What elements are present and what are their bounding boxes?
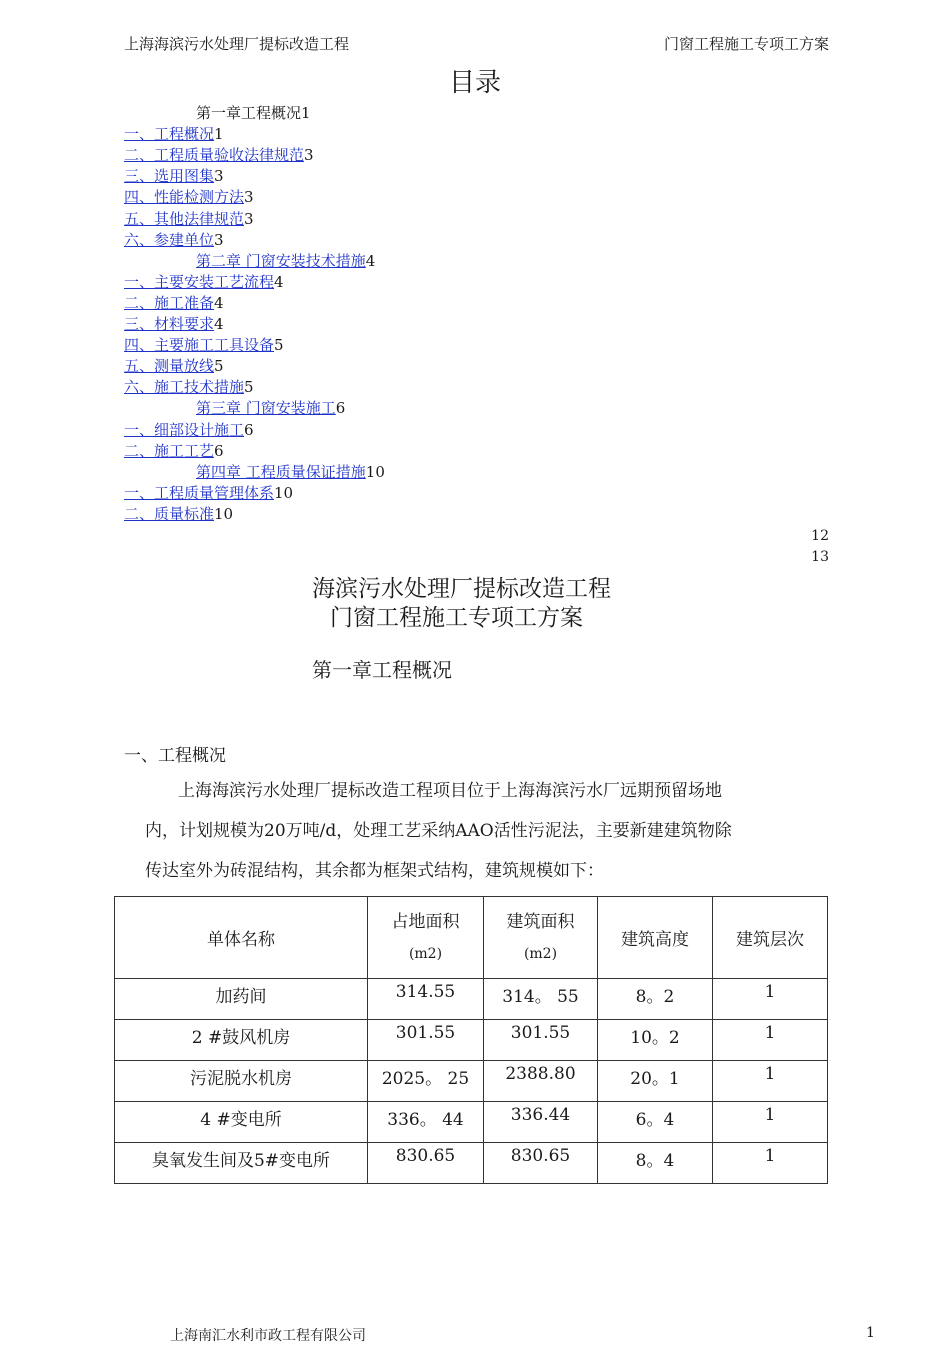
- toc-page-number: 10: [214, 505, 234, 523]
- toc-page-number: 6: [214, 442, 224, 460]
- table-header-row: [115, 897, 828, 979]
- toc-page-number: 3: [244, 188, 254, 206]
- footer-company: 上海南汇水利市政工程有限公司: [170, 1328, 366, 1344]
- toc-link[interactable]: 四、主要施工工具设备: [124, 336, 275, 354]
- toc-extra-number: 13: [811, 549, 829, 565]
- table-row: [115, 1061, 828, 1102]
- header-cell-name: 单体名称: [115, 897, 368, 979]
- table-row: [115, 1102, 828, 1143]
- doc-title-line1: 海滨污水处理厂提标改造工程: [312, 576, 611, 602]
- cell-name: 污泥脱水机房: [115, 1061, 368, 1102]
- toc-entry[interactable]: [124, 167, 224, 185]
- header-cell-build-area: [484, 897, 598, 979]
- toc-link[interactable]: 一、主要安装工艺流程: [124, 273, 275, 291]
- cell-name: 加药间: [115, 979, 368, 1020]
- toc-page-number: 10: [274, 484, 294, 502]
- toc-link[interactable]: 五、其他法律规范: [124, 210, 245, 228]
- toc-link[interactable]: 一、工程概况: [124, 125, 215, 143]
- header-land-area-unit: (m2): [408, 945, 443, 962]
- toc-page-number: 5: [214, 357, 224, 375]
- toc-title: 目录: [448, 68, 501, 98]
- toc-entry[interactable]: [124, 146, 314, 164]
- header-land-area-label: 占地面积: [391, 911, 460, 932]
- cell-floors: 1: [713, 1102, 828, 1143]
- toc-page-number: 4: [214, 315, 224, 333]
- toc-page-number: 3: [244, 210, 254, 228]
- header-build-area-unit: (m2): [523, 945, 558, 962]
- toc-entry[interactable]: [124, 421, 254, 439]
- toc-entry[interactable]: [196, 463, 385, 481]
- cell-land-area: 314.55: [368, 979, 484, 1020]
- toc-entry[interactable]: [196, 399, 345, 417]
- toc-link[interactable]: 第二章 门窗安装技术措施: [196, 252, 366, 270]
- toc-page-number: 5: [274, 336, 284, 354]
- toc-link[interactable]: 二、施工工艺: [124, 442, 215, 460]
- toc-link[interactable]: 三、选用图集: [124, 167, 215, 185]
- cell-floors: 1: [713, 1020, 828, 1061]
- header-right-title: 门窗工程施工专项工方案: [663, 35, 829, 53]
- toc-entry: [196, 104, 311, 122]
- toc-entry[interactable]: [124, 315, 224, 333]
- cell-build-area: 2388.80: [484, 1061, 598, 1102]
- toc-entry[interactable]: [124, 505, 233, 523]
- toc-link[interactable]: 四、性能检测方法: [124, 188, 245, 206]
- toc-link[interactable]: 六、施工技术措施: [124, 378, 245, 396]
- chapter-heading: 第一章工程概况: [312, 658, 452, 682]
- table-row: [115, 1020, 828, 1061]
- cell-floors: 1: [713, 1061, 828, 1102]
- header-cell-height: 建筑高度: [598, 897, 713, 979]
- toc-entry[interactable]: [124, 378, 254, 396]
- toc-page-number: 6: [244, 421, 254, 439]
- toc-page-number: 6: [335, 399, 346, 417]
- cell-build-area: 301.55: [484, 1020, 598, 1061]
- cell-name: 4 #变电所: [115, 1102, 368, 1143]
- toc-entry[interactable]: [124, 484, 293, 502]
- doc-title-line2: 门窗工程施工专项工方案: [330, 605, 583, 631]
- toc-entry[interactable]: [124, 273, 284, 291]
- toc-entry[interactable]: [124, 231, 224, 249]
- cell-build-area: 336.44: [484, 1102, 598, 1143]
- cell-land-area: 301.55: [368, 1020, 484, 1061]
- toc-link[interactable]: 第三章 门窗安装施工: [196, 399, 336, 417]
- header-left-title: 上海海滨污水处理厂提标改造工程: [124, 35, 350, 53]
- toc-entry[interactable]: [196, 252, 375, 270]
- toc-page-number: 10: [365, 463, 385, 481]
- toc-link[interactable]: 二、施工准备: [124, 294, 215, 312]
- table-body: [115, 979, 828, 1184]
- cell-land-area: 336。 44: [368, 1102, 484, 1143]
- toc-entry[interactable]: [124, 210, 254, 228]
- toc-link[interactable]: 一、细部设计施工: [124, 421, 245, 439]
- toc-link[interactable]: 五、测量放线: [124, 357, 215, 375]
- cell-height: 8。4: [598, 1143, 713, 1184]
- toc-entry[interactable]: [124, 442, 224, 460]
- toc-link[interactable]: 三、材料要求: [124, 315, 215, 333]
- footer-page-number: 1: [866, 1325, 875, 1341]
- toc-page-number: 3: [214, 167, 224, 185]
- cell-build-area: 314。 55: [484, 979, 598, 1020]
- header-build-area-label: 建筑面积: [506, 911, 575, 932]
- toc-link[interactable]: 二、质量标准: [124, 505, 215, 523]
- toc-entry[interactable]: [124, 294, 224, 312]
- toc-page-number: 4: [214, 294, 224, 312]
- toc-page-number: 3: [304, 146, 314, 164]
- cell-height: 8。2: [598, 979, 713, 1020]
- table-row: [115, 979, 828, 1020]
- cell-floors: 1: [713, 1143, 828, 1184]
- header-cell-floors: 建筑层次: [713, 897, 828, 979]
- cell-height: 20。1: [598, 1061, 713, 1102]
- cell-name: 2 #鼓风机房: [115, 1020, 368, 1061]
- paragraph-line: 内，计划规模为20万吨/d，处理工艺采纳AAO活性污泥法，主要新建建筑物除: [145, 821, 732, 841]
- toc-page-number: 1: [301, 104, 311, 122]
- cell-land-area: 830.65: [368, 1143, 484, 1184]
- cell-build-area: 830.65: [484, 1143, 598, 1184]
- toc-page-number: 3: [214, 231, 224, 249]
- toc-page-number: 5: [244, 378, 254, 396]
- toc-extra-number: 12: [811, 528, 829, 544]
- cell-height: 6。4: [598, 1102, 713, 1143]
- cell-height: 10。2: [598, 1020, 713, 1061]
- toc-entry[interactable]: [124, 188, 254, 206]
- toc-page-number: 4: [274, 273, 284, 291]
- toc-entry[interactable]: [124, 336, 284, 354]
- toc-link[interactable]: 二、工程质量验收法律规范: [124, 146, 305, 164]
- toc-page-number: 1: [214, 125, 224, 143]
- paragraph-line: 传达室外为砖混结构，其余都为框架式结构，建筑规模如下：: [145, 861, 604, 881]
- toc-label: 第一章工程概况: [196, 104, 302, 122]
- toc-link[interactable]: 一、工程质量管理体系: [124, 484, 275, 502]
- cell-name: 臭氧发生间及5#变电所: [115, 1143, 368, 1184]
- toc-entry[interactable]: [124, 357, 224, 375]
- toc-page-number: 4: [365, 252, 376, 270]
- cell-land-area: 2025。 25: [368, 1061, 484, 1102]
- table-row: [115, 1143, 828, 1184]
- section-heading: 一、工程概况: [124, 746, 226, 766]
- paragraph-line: 上海海滨污水处理厂提标改造工程项目位于上海海滨污水厂远期预留场地: [178, 781, 722, 801]
- toc-entry[interactable]: [124, 125, 224, 143]
- header-cell-land-area: [368, 897, 484, 979]
- toc-link[interactable]: 六、参建单位: [124, 231, 215, 249]
- cell-floors: 1: [713, 979, 828, 1020]
- building-table: [114, 896, 828, 1184]
- toc-link[interactable]: 第四章 工程质量保证措施: [196, 463, 366, 481]
